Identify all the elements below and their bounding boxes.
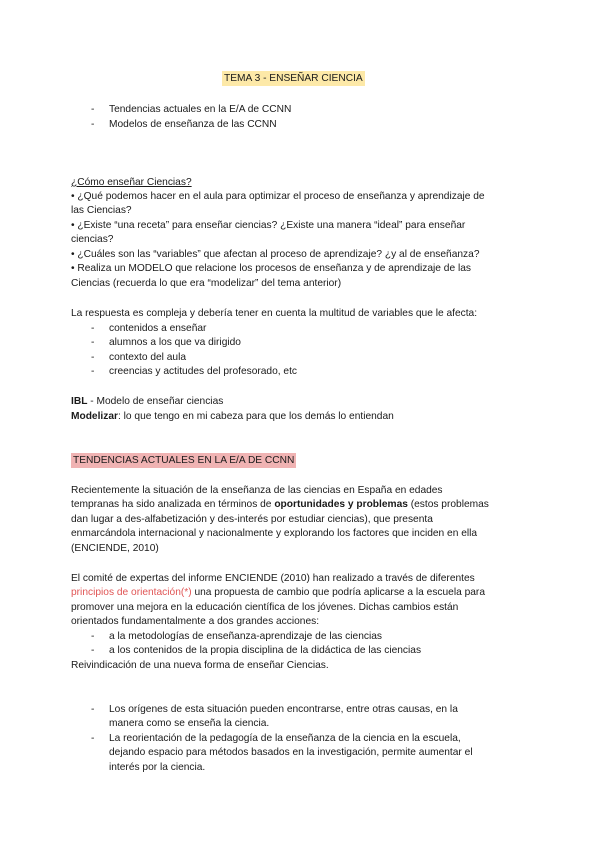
page-title: TEMA 3 - ENSEÑAR CIENCIA (224, 73, 363, 84)
answer-item: contenidos a enseñar (109, 323, 207, 334)
definition-term: Modelizar (71, 411, 118, 422)
definition-text: : lo que tengo en mi cabeza para que los demás lo entiendan (117, 411, 394, 422)
list-item: a la metodologías de enseñanza-aprendizaje de las ciencias (109, 631, 382, 642)
list-dash: - (91, 119, 95, 130)
paragraph-line: principios de orientación(*) una propuesta de cambio que podría aplicarse a la escuela para (71, 587, 485, 598)
how-line: las Ciencias? (71, 205, 132, 216)
reference-link[interactable]: principios de orientación(*) (71, 587, 192, 598)
answer-item: creencias y actitudes del profesorado, etc (109, 366, 298, 377)
paragraph-line: El comité de expertas del informe ENCIENDE (2010) han realizado a través de diferentes (71, 573, 475, 584)
list-dash: - (91, 337, 95, 348)
paragraph-line: promover una mejora en la educación científica de los jóvenes. Dichas cambios están (71, 602, 459, 613)
paragraph-line: tempranas ha sido analizada en términos de oportunidades y problemas (estos problemas (71, 499, 489, 510)
answer-item: contexto del aula (109, 352, 187, 363)
emphasis: oportunidades y problemas (274, 499, 408, 510)
paragraph-line: dan lugar a des-alfabetización y des-interés por estudiar ciencias), que presenta (71, 514, 433, 525)
how-line: • ¿Existe “una receta” para enseñar ciencias? ¿Existe una manera “ideal” para enseñar (71, 220, 466, 231)
paragraph-line: Reivindicación de una nueva forma de enseñar Ciencias. (71, 660, 329, 671)
list-dash: - (91, 645, 95, 656)
definition-ibl (71, 395, 223, 408)
how-line: • Realiza un MODELO que relacione los procesos de enseñanza y de aprendizaje de las (71, 263, 471, 274)
bullet-line: Los orígenes de esta situación pueden encontrarse, entre otras causas, en la (109, 704, 458, 715)
bullet-line: interés por la ciencia. (109, 762, 206, 773)
bullet-line: manera como se enseña la ciencia. (109, 718, 270, 729)
list-dash: - (91, 104, 95, 115)
section-heading: TENDENCIAS ACTUALES EN LA E/A DE CCNN (73, 455, 295, 466)
how-line: • ¿Cuáles son las “variables” que afectan al proceso de aprendizaje? ¿y al de enseñanza? (71, 249, 480, 260)
definition-modelizar (71, 410, 394, 423)
paragraph-line: Recientemente la situación de la enseñanza de las ciencias en España en edades (71, 485, 443, 496)
paragraph-line: enmarcándola internacional y nacionalmente y explorando los factores que inciden en ella (71, 528, 478, 539)
list-dash: - (91, 352, 95, 363)
answer-item: alumnos a los que va dirigido (109, 337, 241, 348)
list-dash: - (91, 704, 95, 715)
paragraph-line: orientados fundamentalmente a dos grandes acciones: (71, 616, 320, 627)
list-dash: - (91, 733, 95, 744)
definition-text: - Modelo de enseñar ciencias (87, 396, 224, 407)
answer-intro: La respuesta es compleja y debería tener en cuenta la multitud de variables que le afecta: (71, 308, 478, 319)
list-dash: - (91, 631, 95, 642)
list-item: a los contenidos de la propia disciplina de la didáctica de las ciencias (109, 645, 422, 656)
toc-item: Tendencias actuales en la E/A de CCNN (109, 104, 292, 115)
bullet-line: dejando espacio para métodos basados en la investigación, permite aumentar el (109, 747, 473, 758)
how-line: • ¿Qué podemos hacer en el aula para optimizar el proceso de enseñanza y aprendizaje de (71, 191, 485, 202)
bullet-line: La reorientación de la pedagogía de la enseñanza de la ciencia en la escuela, (109, 733, 461, 744)
list-dash: - (91, 366, 95, 377)
how-heading: ¿Cómo enseñar Ciencias? (71, 177, 192, 188)
how-line: Ciencias (recuerda lo que era “modelizar” del tema anterior) (71, 278, 342, 289)
definition-term: IBL (71, 396, 88, 407)
paragraph-line: (ENCIENDE, 2010) (71, 543, 159, 554)
how-line: ciencias? (71, 234, 114, 245)
list-dash: - (91, 323, 95, 334)
toc-item: Modelos de enseñanza de las CCNN (109, 119, 277, 130)
